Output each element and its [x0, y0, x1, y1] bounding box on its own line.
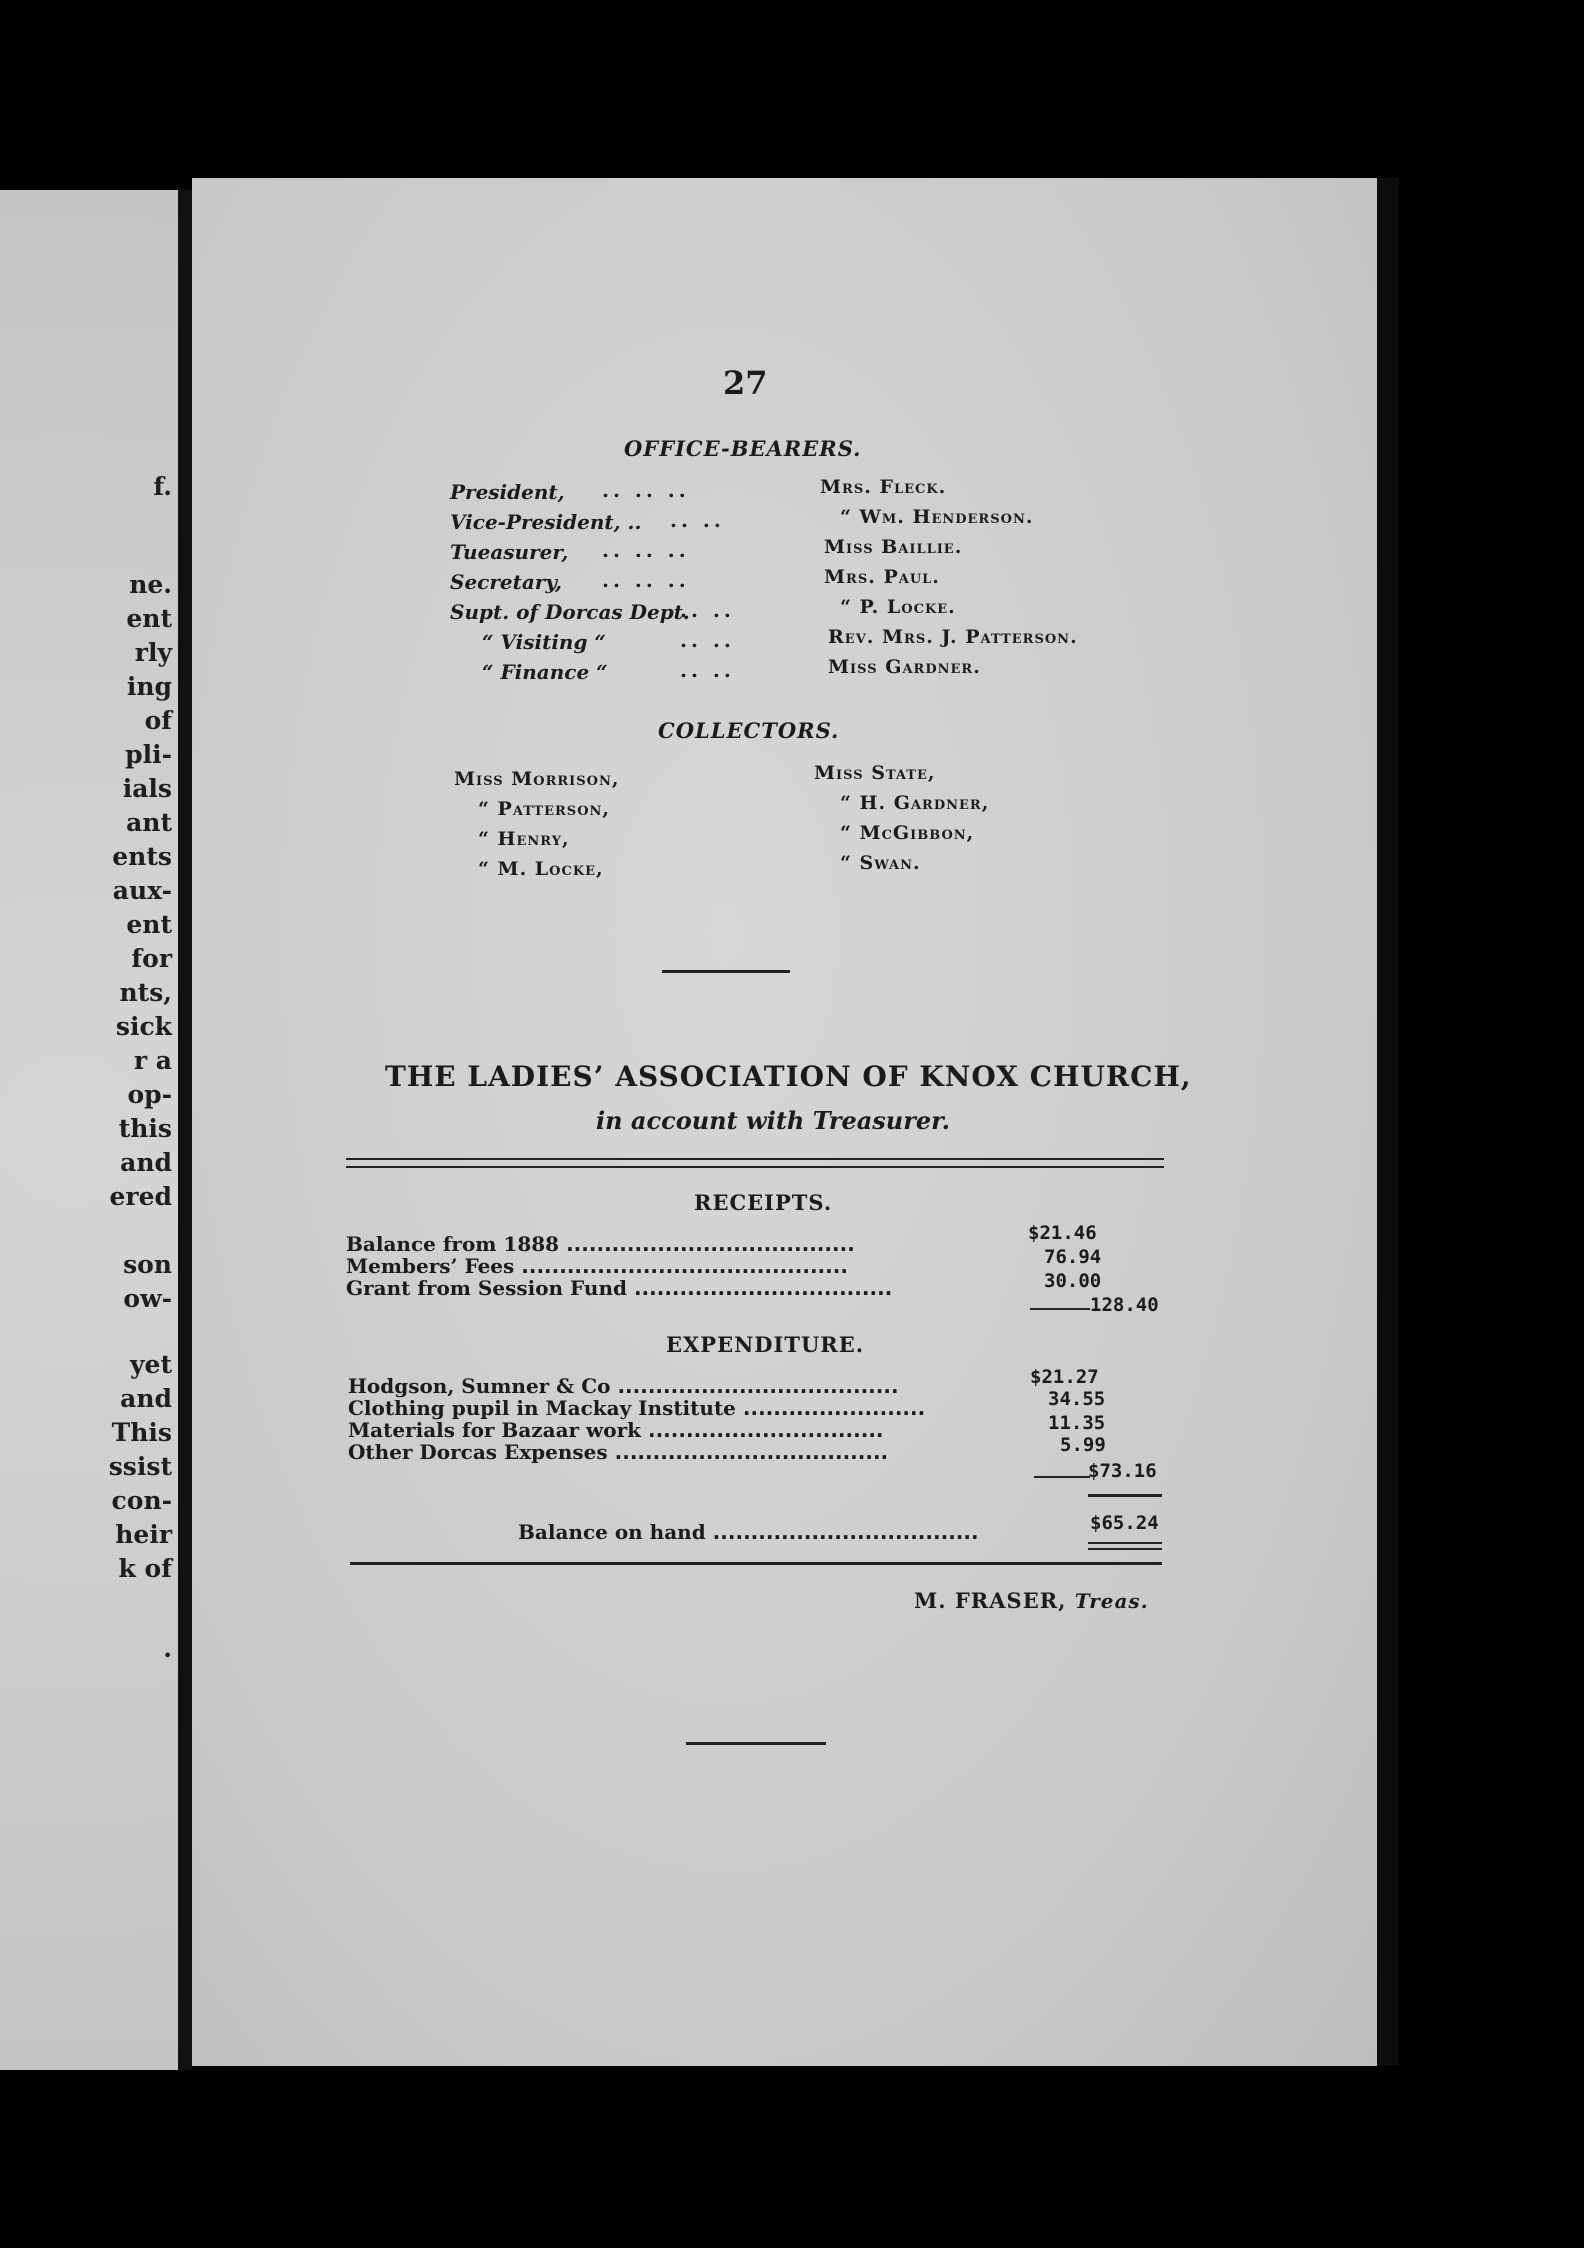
collector-name: “ M. Locke, — [478, 858, 604, 880]
leader-dots: .. .. — [680, 658, 735, 682]
left-page — [0, 190, 178, 2070]
office-role: “ Visiting “ — [482, 630, 606, 654]
leader-dots: ...................................... — [566, 1232, 855, 1256]
treasurer-signature — [914, 1588, 1149, 1613]
treasurer-name: M. FRASER, — [914, 1588, 1067, 1613]
office-bearers-title: OFFICE-BEARERS. — [624, 436, 862, 461]
collector-name: Miss State, — [814, 762, 936, 784]
receipt-label: Members’ Fees — [346, 1254, 515, 1278]
margin-text-fragment: heir — [115, 1520, 172, 1549]
expense-label: Hodgson, Sumner & Co — [348, 1374, 611, 1398]
leader-dots: .. .. .. — [602, 478, 690, 502]
expense-amount: 34.55 — [1048, 1388, 1106, 1410]
margin-text-fragment: ant — [126, 808, 172, 837]
office-role: Vice-President, .. — [450, 510, 642, 534]
page-edge-shadow — [1377, 178, 1399, 2066]
receipt-label: Grant from Session Fund — [346, 1276, 627, 1300]
expense-line — [348, 1440, 888, 1464]
margin-text-fragment: aux- — [112, 876, 172, 905]
collector-name: “ Patterson, — [478, 798, 611, 820]
office-role: President, — [450, 480, 565, 504]
margin-text-fragment: for — [131, 944, 172, 973]
account-bottom-rule — [350, 1562, 1162, 1565]
margin-text-fragment: r a — [133, 1046, 172, 1075]
office-holder: Miss Baillie. — [824, 536, 963, 558]
receipt-line — [346, 1276, 892, 1300]
office-holder: Mrs. Fleck. — [820, 476, 947, 498]
expense-label: Materials for Bazaar work — [348, 1418, 642, 1442]
collectors-title: COLLECTORS. — [658, 718, 840, 743]
margin-text-fragment: ials — [122, 774, 172, 803]
expenditure-heading: EXPENDITURE. — [666, 1332, 865, 1357]
margin-text-fragment: . — [163, 1634, 172, 1663]
expense-amount: 5.99 — [1060, 1434, 1106, 1456]
margin-text-fragment: ing — [126, 672, 172, 701]
office-holder: “ Wm. Henderson. — [840, 506, 1034, 528]
collector-name: “ Swan. — [840, 852, 921, 874]
leader-dots: ................................... — [712, 1520, 979, 1544]
section-divider — [662, 970, 790, 973]
margin-text-fragment: son — [123, 1250, 172, 1279]
margin-text-fragment: yet — [130, 1350, 172, 1379]
office-role: Secretary, — [450, 570, 563, 594]
office-role: “ Finance “ — [482, 660, 608, 684]
margin-text-fragment: ered — [109, 1182, 172, 1211]
margin-text-fragment: con- — [111, 1486, 172, 1515]
margin-text-fragment: this — [118, 1114, 172, 1143]
expense-amount: $21.27 — [1030, 1366, 1099, 1388]
leader-dots: .. .. — [670, 508, 725, 532]
office-holder: Miss Gardner. — [828, 656, 981, 678]
leader-dots: ........................ — [742, 1396, 926, 1420]
right-page — [192, 178, 1377, 2066]
receipt-line — [346, 1254, 848, 1278]
margin-text-fragment: ne. — [129, 570, 172, 599]
receipt-amount: 76.94 — [1044, 1246, 1102, 1268]
expense-line — [348, 1374, 899, 1398]
balance-line — [518, 1520, 979, 1544]
margin-text-fragment: ssist — [108, 1452, 172, 1481]
account-title: THE LADIES’ ASSOCIATION OF KNOX CHURCH, — [385, 1060, 1192, 1093]
collector-name: “ McGibbon, — [840, 822, 975, 844]
end-divider — [686, 1742, 826, 1745]
margin-text-fragment: rly — [134, 638, 172, 667]
office-role: Supt. of Dorcas Dept. — [450, 600, 690, 624]
expenditure-total: $73.16 — [1088, 1460, 1157, 1482]
leader-dots: ........................................... — [521, 1254, 848, 1278]
receipts-heading: RECEIPTS. — [694, 1190, 833, 1215]
receipts-total: 128.40 — [1090, 1294, 1159, 1316]
expense-label: Other Dorcas Expenses — [348, 1440, 608, 1464]
subtotal-rule — [1034, 1476, 1090, 1478]
total-rule — [1088, 1494, 1162, 1497]
balance-double-rule-top — [1088, 1542, 1162, 1544]
leader-dots: .. .. .. — [602, 568, 690, 592]
margin-text-fragment: and — [120, 1384, 172, 1413]
balance-amount: $65.24 — [1090, 1512, 1159, 1534]
margin-text-fragment: sick — [115, 1012, 172, 1041]
receipt-amount: $21.46 — [1028, 1222, 1097, 1244]
leader-dots: .................................. — [633, 1276, 893, 1300]
margin-text-fragment: ents — [112, 842, 172, 871]
margin-text-fragment: pli- — [125, 740, 172, 769]
margin-text-fragment: and — [120, 1148, 172, 1177]
receipt-line — [346, 1232, 855, 1256]
margin-text-fragment: k of — [118, 1554, 172, 1583]
receipt-label: Balance from 1888 — [346, 1232, 560, 1256]
treasurer-title: Treas. — [1074, 1589, 1149, 1613]
margin-text-fragment: of — [144, 706, 172, 735]
margin-text-fragment: ent — [126, 604, 172, 633]
leader-dots: .. .. .. — [602, 538, 690, 562]
leader-dots: .. .. — [680, 598, 735, 622]
expense-amount: 11.35 — [1048, 1412, 1106, 1434]
expense-line — [348, 1418, 884, 1442]
leader-dots: .................................... — [614, 1440, 889, 1464]
leader-dots: ............................... — [647, 1418, 884, 1442]
office-holder: Rev. Mrs. J. Patterson. — [828, 626, 1078, 648]
subtotal-rule — [1030, 1308, 1090, 1310]
book-spine — [178, 190, 192, 2070]
collector-name: Miss Morrison, — [454, 768, 620, 790]
expense-label: Clothing pupil in Mackay Institute — [348, 1396, 736, 1420]
margin-text-fragment: ow- — [123, 1284, 172, 1313]
margin-text-fragment: nts, — [119, 978, 172, 1007]
leader-dots: ..................................... — [617, 1374, 899, 1398]
double-rule-top — [346, 1158, 1164, 1160]
balance-label: Balance on hand — [518, 1520, 706, 1544]
receipt-amount: 30.00 — [1044, 1270, 1102, 1292]
page-number: 27 — [723, 364, 768, 402]
office-role: Tueasurer, — [450, 540, 569, 564]
account-subtitle: in account with Treasurer. — [596, 1106, 950, 1135]
margin-text-fragment: ent — [126, 910, 172, 939]
leader-dots: .. .. — [680, 628, 735, 652]
expense-line — [348, 1396, 925, 1420]
office-holder: “ P. Locke. — [840, 596, 956, 618]
balance-double-rule-bottom — [1088, 1548, 1162, 1550]
office-holder: Mrs. Paul. — [824, 566, 940, 588]
margin-text-fragment: f. — [153, 472, 172, 501]
margin-text-fragment: op- — [127, 1080, 172, 1109]
collector-name: “ Henry, — [478, 828, 570, 850]
margin-text-fragment: This — [111, 1418, 172, 1447]
double-rule-bottom — [346, 1166, 1164, 1168]
collector-name: “ H. Gardner, — [840, 792, 990, 814]
